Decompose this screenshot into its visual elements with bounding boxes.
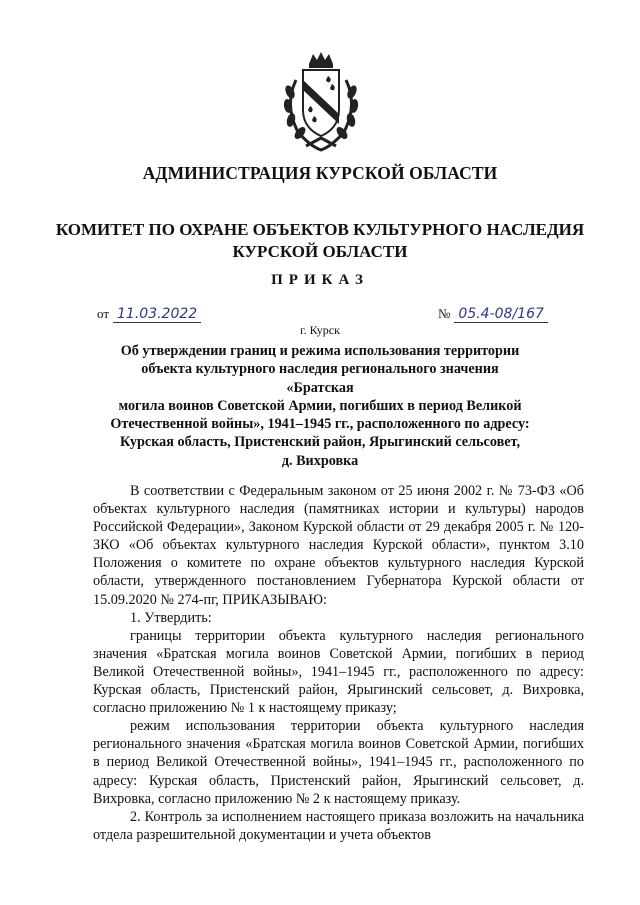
title-line: Об утверждении границ и режима использования территории [120, 343, 520, 359]
document-type: ПРИКАЗ [271, 272, 369, 288]
order-body [93, 482, 584, 844]
number-value: 05.4-08/167 [454, 306, 547, 323]
clause-2: 2. Контроль за исполнением настоящего приказа возложить на начальника отдела разрешительной документации и учета объектов [93, 808, 584, 843]
clause-1-regime: режим использования территории объекта культурного наследия регионального значения «Братская могила воинов Советской Армии, погибших в период Великой Отечественной войны», 1941–1945 гг., расположенного по адресу: Курская область, Пристенский район, Ярыгинский сельсовет, д. Вихровка, согласно приложению № 2 к настоящему приказу. [93, 718, 584, 807]
title-line: Курская область, Пристенский район, Ярыгинский сельсовет, [119, 434, 520, 451]
clause-1-boundaries: границы территории объекта культурного наследия регионального значения «Братская могила воинов Советской Армии, погибших в период Великой Отечественной войны», 1941–1945 гг., расположенного по адресу: Курская область, Пристенский район, Ярыгинский сельсовет, д. Вихровка, согласно приложению № 1 к настоящему приказу; [93, 627, 584, 717]
number-prefix: № [438, 306, 451, 321]
committee-heading [0, 219, 640, 263]
title-line: объекта культурного наследия регионального значения «Братская [141, 361, 499, 396]
kursk-region-coat-of-arms-icon [276, 50, 366, 156]
order-date [97, 306, 201, 323]
title-line: могила воинов Советской Армии, погибших в период Великой [118, 397, 522, 414]
date-value: 11.03.2022 [113, 306, 201, 323]
title-line: д. Вихровка [281, 452, 359, 469]
order-number [438, 306, 548, 323]
clause-1: 1. Утвердить: [130, 609, 212, 626]
city: г. Курск [300, 323, 340, 337]
date-prefix: от [97, 306, 110, 321]
committee-heading-line1: КОМИТЕТ ПО ОХРАНЕ ОБЪЕКТОВ КУЛЬТУРНОГО НАСЛЕДИЯ [55, 220, 585, 239]
administration-heading: АДМИНИСТРАЦИЯ КУРСКОЙ ОБЛАСТИ [142, 163, 498, 183]
preamble-paragraph: В соответствии с Федеральным законом от 25 июня 2002 г. № 73-ФЗ «Об объектах культурного наследия (памятниках истории и культуры) народов Российской Федерации», Законом Курской области от 29 декабря 2005 г. № 120-ЗКО «Об объектах культурного наследия Курской области», пунктом 3.10 Положения о комитете по охране объектов культурного наследия Курской области, утвержденного постановлением Губернатора Курской области от 15.09.2020 № 274-пг, ПРИКАЗЫВАЮ: [93, 483, 584, 608]
committee-heading-line2: КУРСКОЙ ОБЛАСТИ [232, 242, 408, 261]
order-title [108, 342, 532, 470]
title-line: Отечественной войны», 1941–1945 гг., расположенного по адресу: [110, 416, 530, 433]
